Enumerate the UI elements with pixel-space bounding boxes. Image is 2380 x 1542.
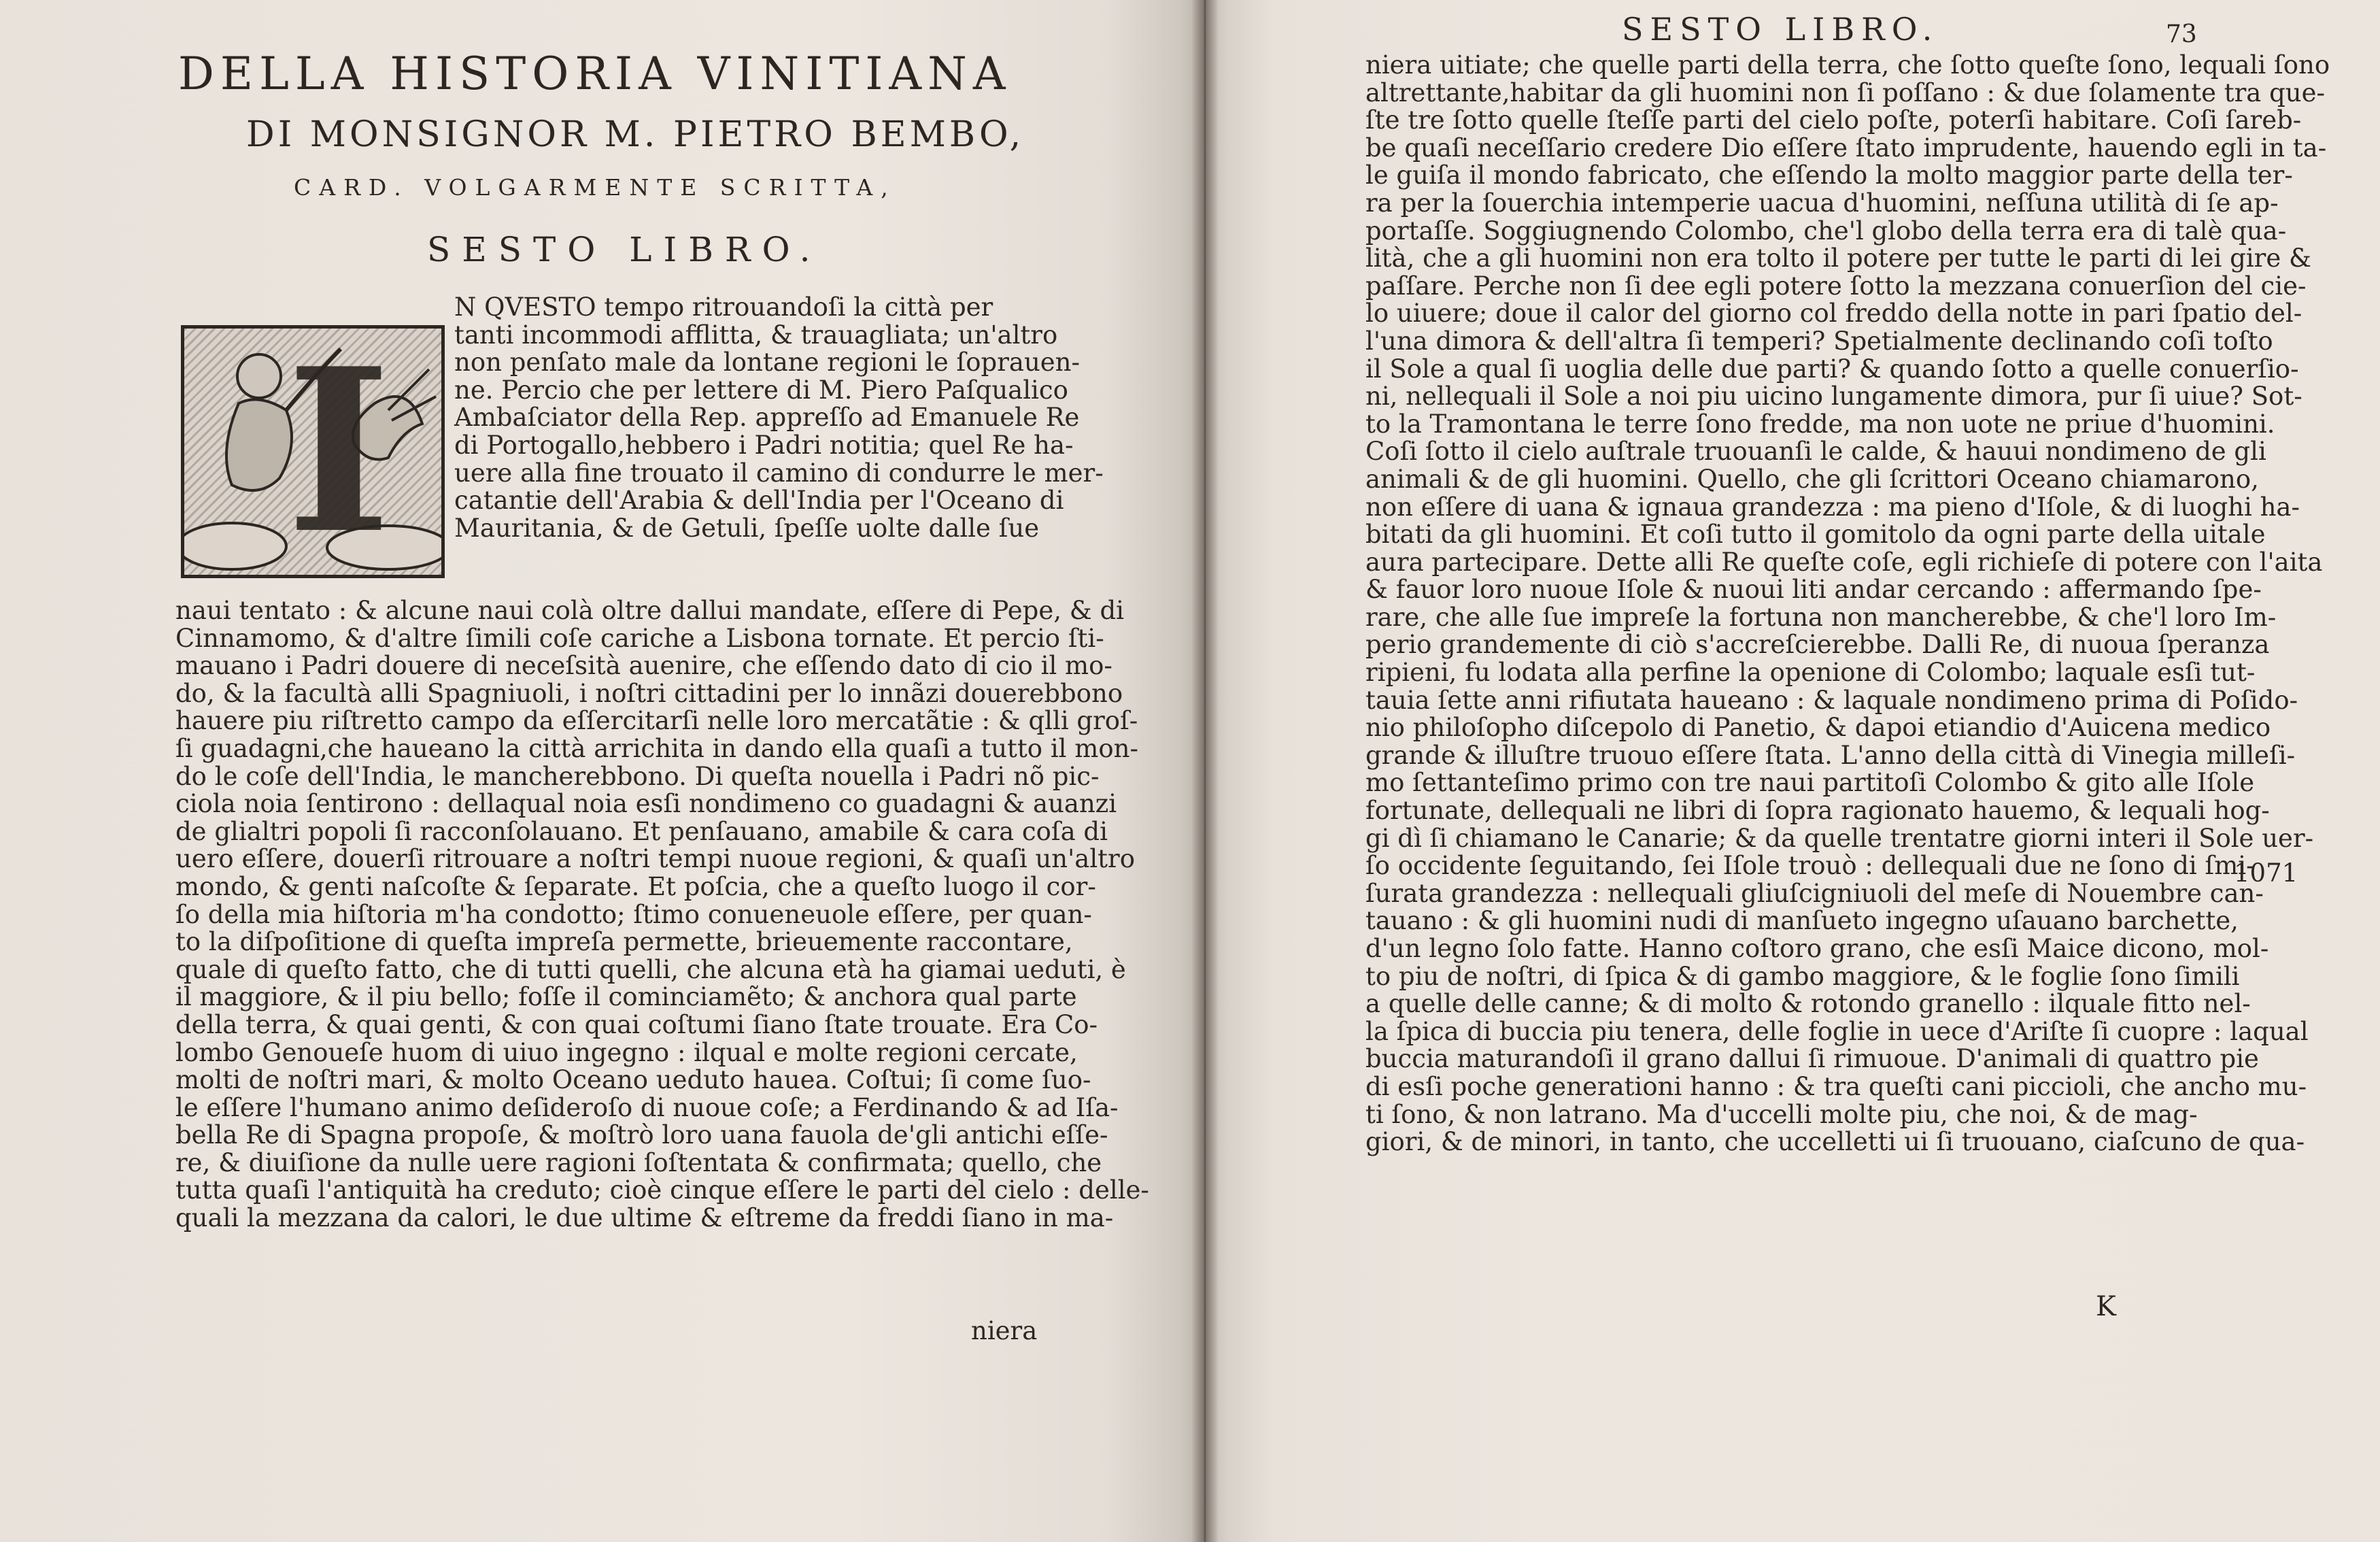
text-line: ne. Percio che per lettere di M. Piero Paſqualico — [454, 375, 1068, 405]
text-line: a quelle delle canne; & di molto & rotondo granello : ilquale fitto nel- — [1365, 989, 2251, 1019]
text-line: N QVESTO tempo ritrouandoſi la città per — [454, 292, 993, 322]
text-line: le eſſere l'humano animo deſideroſo di nuoue coſe; a Ferdinando & ad Iſa- — [175, 1092, 1119, 1122]
text-line: bitati da gli huomini. Et coſi tutto il gomitolo da ogni parte della uitale — [1365, 520, 2266, 550]
text-line: Coſi ſotto il cielo auſtrale truouanſi le calde, & hauui nondimeno de gli — [1365, 437, 2266, 467]
text-line: fortunate, dellequali ne libri di ſopra ragionato hauemo, & lequali hog- — [1365, 796, 2270, 826]
text-line: ni, nellequali il Sole a noi piu uicino lungamente dimora, pur ſi uiue? Sot- — [1365, 382, 2302, 412]
signature-mark: K — [2096, 1291, 2116, 1322]
text-line: non penſato male da lontane regioni le ſoprauen- — [454, 348, 1081, 378]
text-line: quali la mezzana da calori, le due ultime & eſtreme da freddi ſiano in ma- — [175, 1203, 1114, 1233]
text-line: le guiſa il mondo fabricato, che eſſendo la molto maggior parte della ter- — [1365, 161, 2293, 190]
text-line: re, & diuiſione da nulle uere ragioni ſoſtentata & confirmata; quello, che — [175, 1147, 1102, 1177]
text-line: Mauritania, & de Getuli, ſpeſſe uolte dalle ſue — [454, 513, 1040, 543]
book-heading: SESTO LIBRO. — [427, 230, 822, 269]
text-line: hauere piu riſtretto campo da eſſercitarſi nelle loro mercatãtie : & qlli groſ- — [175, 706, 1138, 736]
text-line: la ſpica di buccia piu tenera, delle foglie in uece d'Ariſte ſi cuopre : laqual — [1365, 1016, 2309, 1046]
page-number: 73 — [2166, 20, 2197, 48]
text-line: ſo della mia hiſtoria m'ha condotto; ſtimo conueneuole eſſere, per quan- — [175, 899, 1092, 929]
text-line: Ambaſciator della Rep. appreſſo ad Emanuele Re — [454, 403, 1080, 433]
text-line: catantie dell'Arabia & dell'India per l'Oceano di — [454, 486, 1064, 516]
text-line: l'una dimora & dell'altra ſi temperi? Spetialmente declinando coſi toſto — [1365, 326, 2273, 356]
text-line: mauano i Padri douere di neceſsità auenire, che eſſendo dato di cio il mo- — [175, 651, 1112, 681]
text-line: il maggiore, & il piu bello; foſſe il cominciamẽto; & anchora qual parte — [175, 982, 1077, 1012]
text-line: il Sole a qual ſi uoglia delle due parti? & quando ſotto a quelle conuerſio- — [1365, 354, 2299, 384]
text-line: to la diſpoſitione di queſta impreſa permette, brieuemente raccontare, — [175, 927, 1073, 957]
text-line: de glialtri popoli ſi racconſolauano. Et penſauano, amabile & cara coſa di — [175, 816, 1108, 846]
text-line: quale di queſto fatto, che di tutti quelli, che alcuna età ha giamai ueduti, è — [175, 954, 1126, 984]
text-line: lo uiuere; doue il calor del giorno col freddo della notte in pari ſpatio del- — [1365, 299, 2302, 329]
text-line: giori, & de minori, in tanto, che uccelletti ui ſi truouano, ciaſcuno de qua- — [1365, 1127, 2305, 1157]
title-line-1: DELLA HISTORIA VINITIANA — [178, 48, 1012, 100]
text-line: nio philoſopho diſcepolo di Panetio, & dapoi etiandio d'Auicena medico — [1365, 713, 2271, 743]
text-line: mondo, & genti naſcoſte & ſeparate. Et poſcia, che a queſto luogo il cor- — [175, 871, 1096, 901]
text-line: ſi guadagni,che haueano la città arrichita in dando ella quaſi a tutto il mon- — [175, 733, 1138, 763]
text-line: di Portogallo,hebbero i Padri notitia; quel Re ha- — [454, 430, 1074, 460]
title-line-3: CARD. VOLGARMENTE SCRITTA, — [294, 174, 896, 201]
book-gutter — [1191, 0, 1219, 1542]
left-body-text — [175, 597, 1149, 1233]
initial-letter: I — [286, 325, 392, 578]
text-line: Cinnamomo, & d'altre ſimili coſe cariche a Lisbona tornate. Et percio ſti- — [175, 623, 1104, 653]
text-line: bella Re di Spagna propoſe, & moſtrò loro uana fauola de'gli antichi eſſe- — [175, 1120, 1108, 1150]
text-line: non eſſere di uana & ignaua grandezza : ma pieno d'Iſole, & di luoghi ha- — [1365, 492, 2300, 522]
text-line: do, & la facultà alli Spagniuoli, i noſtri cittadini per lo innãzi douerebbono — [175, 678, 1123, 708]
decorated-initial — [181, 325, 445, 578]
text-line: ſo occidente ſeguitando, ſei Iſole trouò : dellequali due ne ſono di ſmi- — [1365, 851, 2255, 881]
text-line: be quaſi neceſſario credere Dio eſſere ſtato imprudente, hauendo egli in ta- — [1365, 133, 2327, 163]
text-line: buccia maturandoſi il grano dallui ſi rimuoue. D'animali di quattro pie — [1365, 1044, 2259, 1074]
text-line: to la Tramontana le terre ſono fredde, ma non uote ne priue d'huomini. — [1365, 409, 2275, 439]
text-line: & fauor loro nuoue Iſole & nuoui liti andar cercando : affermando ſpe- — [1365, 575, 2262, 605]
text-line: tauia ſette anni rifiutata haueano : & laquale nondimeno prima di Poſido- — [1365, 685, 2298, 715]
text-line: do le coſe dell'India, le mancherebbono. Di queſta nouella i Padri nõ pic- — [175, 761, 1100, 791]
text-line: aura partecipare. Dette alli Re queſte coſe, egli richieſe di potere con l'aita — [1365, 547, 2323, 577]
text-line: mo ſettanteſimo primo con tre naui partitoſi Colombo & gito alle Iſole — [1365, 768, 2255, 798]
text-line: tanti incommodi afflitta, & trauagliata; un'altro — [454, 320, 1058, 350]
text-line: d'un legno ſolo fatte. Hanno coſtoro grano, che esſi Maice dicono, mol- — [1365, 934, 2269, 963]
text-line: della terra, & quai genti, & con quai coſtumi ſiano ſtate trouate. Era Co- — [175, 1009, 1098, 1039]
margin-year-note: 1071 — [2234, 858, 2298, 888]
text-line: portaſſe. Soggiugnendo Colombo, che'l globo della terra era di talè qua- — [1365, 216, 2287, 246]
text-line: uere alla fine trouato il camino di condurre le mer- — [454, 458, 1104, 488]
text-line: di esſi poche generationi hanno : & tra queſti cani piccioli, che ancho mu- — [1365, 1071, 2307, 1101]
text-line: lità, che a gli huomini non era tolto il potere per tutte le parti di lei gire & — [1365, 244, 2311, 273]
text-line: naui tentato : & alcune naui colà oltre dallui mandate, eſſere di Pepe, & di — [175, 596, 1124, 625]
text-line: ſurata grandezza : nellequali gliuſcigniuoli del meſe di Nouembre can- — [1365, 878, 2264, 908]
text-line: perio grandemente di ciò s'accreſcierebbe. Dalli Re, di nuoua ſperanza — [1365, 630, 2270, 660]
text-line: animali & de gli huomini. Quello, che gli ſcrittori Oceano chiamarono, — [1365, 464, 2259, 494]
text-line: tutta quaſi l'antiquità ha creduto; cioè cinque eſſere le parti del cielo : delle- — [175, 1175, 1149, 1205]
right-body-text — [1365, 52, 2330, 1156]
text-line: ripieni, fu lodata alla perfine la openione di Colombo; laquale esſi tut- — [1365, 658, 2256, 688]
text-line: paſſare. Perche non ſi dee egli potere ſotto la mezzana conuerſion del cie- — [1365, 271, 2307, 301]
text-line: uero eſſere, douerſi ritrouare a noſtri tempi nuoue regioni, & quaſi un'altro — [175, 844, 1135, 874]
text-line: ti ſono, & non latrano. Ma d'uccelli molte piu, che noi, & de mag- — [1365, 1099, 2198, 1129]
text-line: ciola noia ſentirono : dellaqual noia esſi nondimeno co guadagni & auanzi — [175, 789, 1117, 819]
text-line: to piu de noſtri, di ſpica & di gambo maggiore, & le foglie ſono ſimili — [1365, 961, 2240, 991]
text-line: molti de noſtri mari, & molto Oceano ueduto hauea. Coſtui; ſi come ſuo- — [175, 1065, 1091, 1095]
running-head: SESTO LIBRO. — [1622, 11, 1939, 48]
title-line-2: DI MONSIGNOR M. PIETRO BEMBO, — [246, 114, 1025, 155]
text-line: niera uitiate; che quelle parti della terra, che ſotto queſte ſono, lequali ſono — [1365, 50, 2330, 80]
catchword: niera — [971, 1316, 1038, 1345]
text-line: gi dì ſi chiamano le Canarie; & da quelle trentatre giorni interi il Sole uer- — [1365, 823, 2314, 853]
opening-paragraph-indented — [454, 294, 1104, 542]
text-line: grande & illuſtre truouo eſſere ſtata. L'anno della città di Vinegia milleſi- — [1365, 740, 2296, 770]
text-line: lombo Genoueſe huom di uiuo ingegno : ilqual e molte regioni cercate, — [175, 1037, 1078, 1067]
text-line: ſte tre ſotto quelle ſteſſe parti del cielo poſte, poterſi habitare. Coſi ſareb- — [1365, 105, 2302, 135]
text-line: altrettante,habitar da gli huomini non ſi poſſano : & due ſolamente tra que- — [1365, 78, 2326, 107]
text-line: tauano : & gli huomini nudi di manſueto ingegno uſauano barchette, — [1365, 906, 2239, 936]
text-line: ra per la ſouerchia intemperie uacua d'huomini, neſſuna utilità di ſe ap- — [1365, 188, 2279, 218]
text-line: rare, che alle ſue impreſe la fortuna non mancherebbe, & che'l loro Im- — [1365, 602, 2277, 632]
